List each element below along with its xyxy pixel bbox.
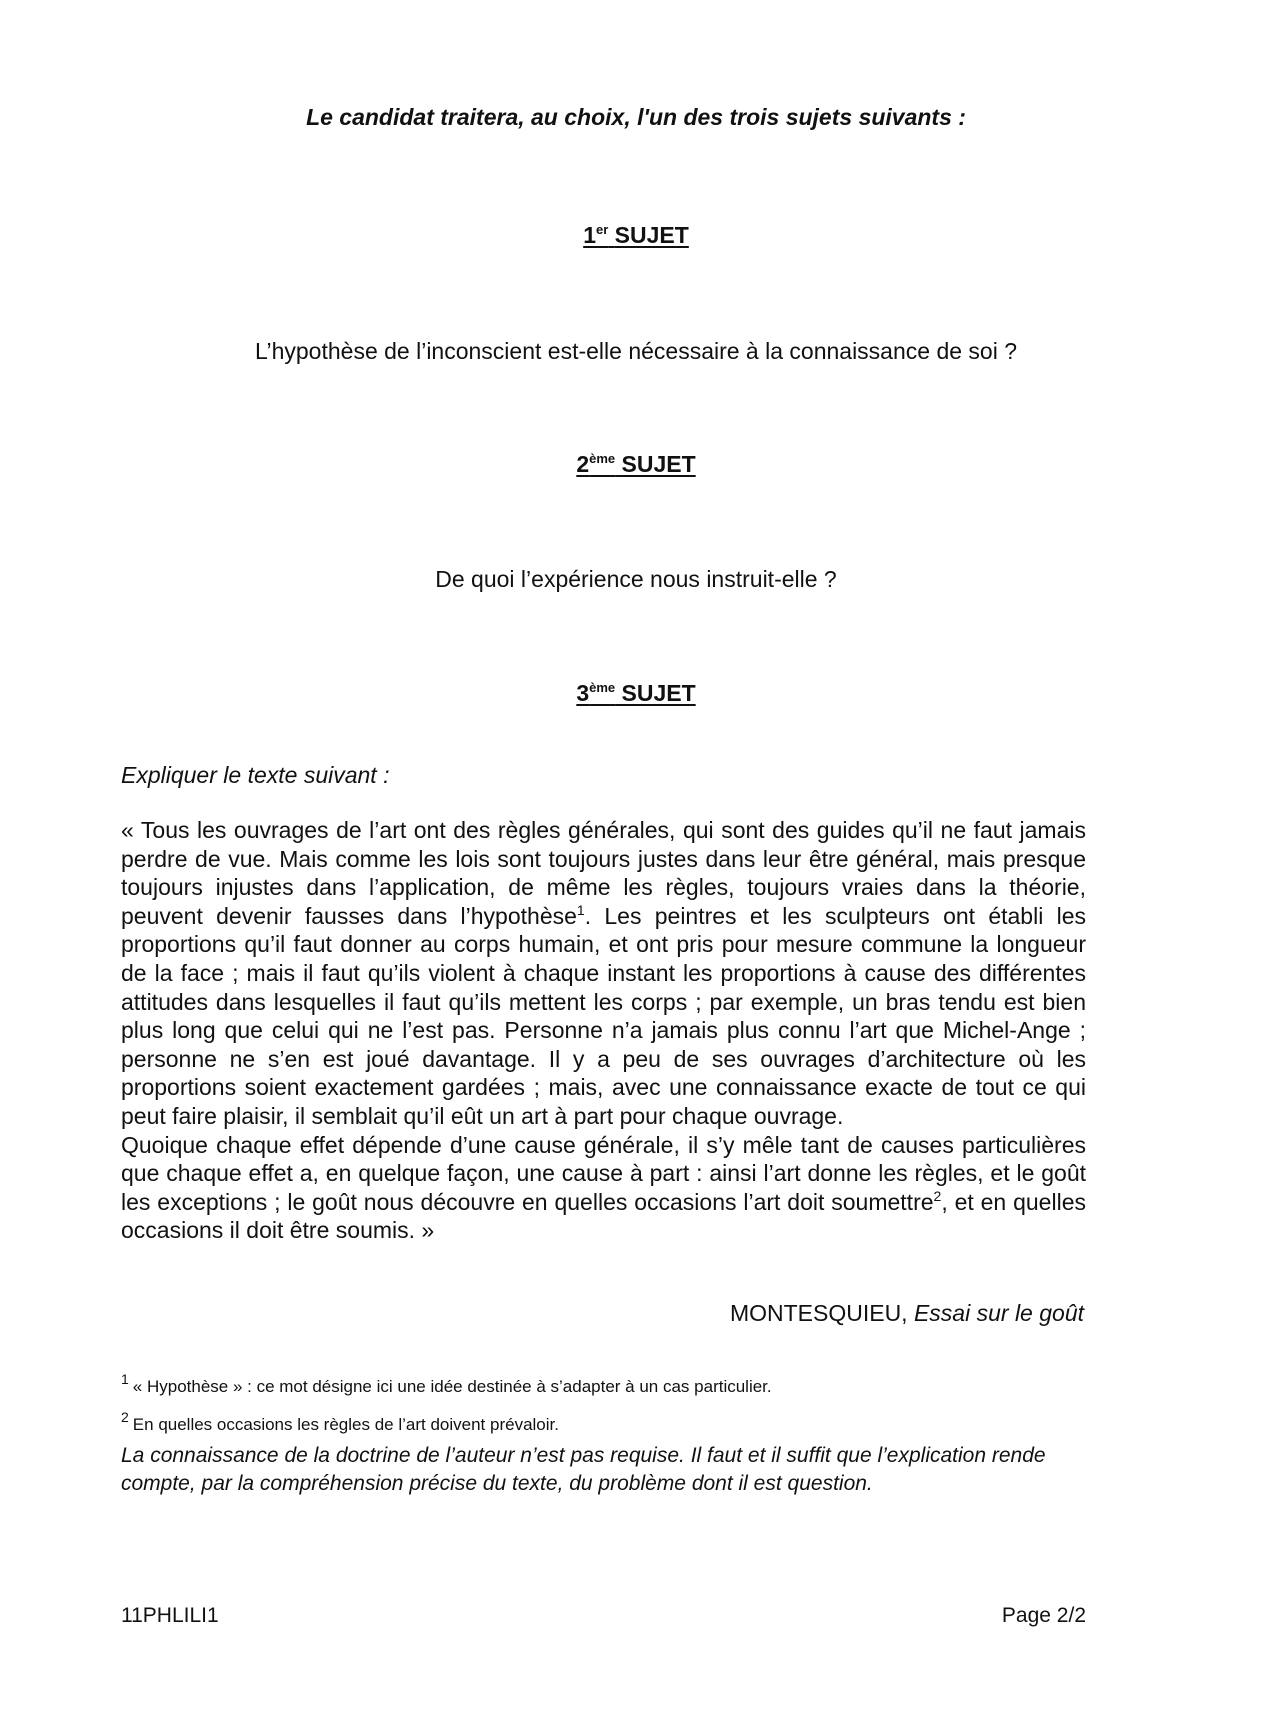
subject-label: SUJET xyxy=(621,680,696,706)
excerpt-text xyxy=(121,816,1086,1245)
subject-1-question: L’hypothèse de l’inconscient est-elle nécessaire à la connaissance de soi ? xyxy=(254,338,1018,364)
subject-1-heading xyxy=(0,222,1272,249)
footnote-2: $^2$ En quelles occasions les règles de l’art doivent prévaloir. xyxy=(121,1409,559,1434)
subject-number: 1 xyxy=(583,222,596,248)
instructions: Le candidat traitera, au choix, l'un des trois sujets suivants : xyxy=(306,104,966,130)
footnote-ref-2: 2 xyxy=(933,1187,942,1204)
subject-ordinal: ème xyxy=(589,451,616,466)
footnotes xyxy=(121,1364,772,1440)
attribution xyxy=(730,1300,1084,1327)
subject-label: SUJET xyxy=(621,451,696,477)
subject-number: 2 xyxy=(576,451,590,477)
explain-instruction: Expliquer le texte suivant : xyxy=(121,762,390,788)
footnote-1: $^1$ « Hypothèse » : ce mot désigne ici une idée destinée à s’adapter à un cas particulier. xyxy=(121,1371,772,1396)
subject-ordinal: ème xyxy=(589,680,616,695)
document-code: 11PHLILI1 xyxy=(121,1604,219,1627)
excerpt-paragraph-2: Quoique chaque effet dépende d’une cause générale, il s’y mêle tant de causes particulières que chaque effet a, en quelque façon, une cause à part : ainsi l’art donne les règles, et le goût les exceptions ; le goût nous découvre en quelles occasions l’art doit soumettre$^2$, et en quelles occasions il doit être soumis. » xyxy=(121,1131,1086,1244)
subject-3-heading xyxy=(0,680,1272,707)
closing-note: La connaissance de la doctrine de l’auteur n’est pas requise. Il faut et il suffit que l’explication rende compte, par la compréhension précise du texte, du problème dont il est question. xyxy=(121,1444,1046,1495)
subject-number: 3 xyxy=(576,680,590,706)
work-title: Essai sur le goût xyxy=(913,1300,1084,1326)
excerpt-paragraph-1: « Tous les ouvrages de l’art ont des règles générales, qui sont des guides qu’il ne faut jamais perdre de vue. Mais comme les lois sont toujours justes dans leur être général, mais presque toujours injustes dans l’application, de même les règles, toujours vraies dans la théorie, peuvent devenir fausses dans l’hypothèse$^1$. Les peintres et les sculpteurs ont établi les proportions qu’il faut donner au corps humain, et ont pris pour mesure commune la longueur de la face ; mais il faut qu’ils violent à chaque instant les proportions à cause des différentes attitudes dans lesquelles il faut qu’ils mettent les corps ; par exemple, un bras tendu est bien plus long que celui qui ne l’est pas. Personne n’a jamais plus connu l’art que Michel-Ange ; personne ne s’en est joué davantage. Il y a peu de ses ouvrages d’architecture où les proportions soient exactement gardées ; mais, avec une connaissance exacte de tout ce qui peut faire plaisir, il semblait qu’il eût un art à part pour chaque ouvrage. xyxy=(121,817,1087,1129)
page-number: Page 2/2 xyxy=(1001,1604,1086,1627)
footnote-ref-1: 1 xyxy=(576,901,585,918)
subject-2-heading xyxy=(0,451,1272,478)
subject-ordinal: er xyxy=(595,222,609,237)
subject-2-question: De quoi l’expérience nous instruit-elle ? xyxy=(435,566,837,592)
subject-label: SUJET xyxy=(614,222,689,248)
author-name: MONTESQUIEU, xyxy=(729,1300,908,1326)
